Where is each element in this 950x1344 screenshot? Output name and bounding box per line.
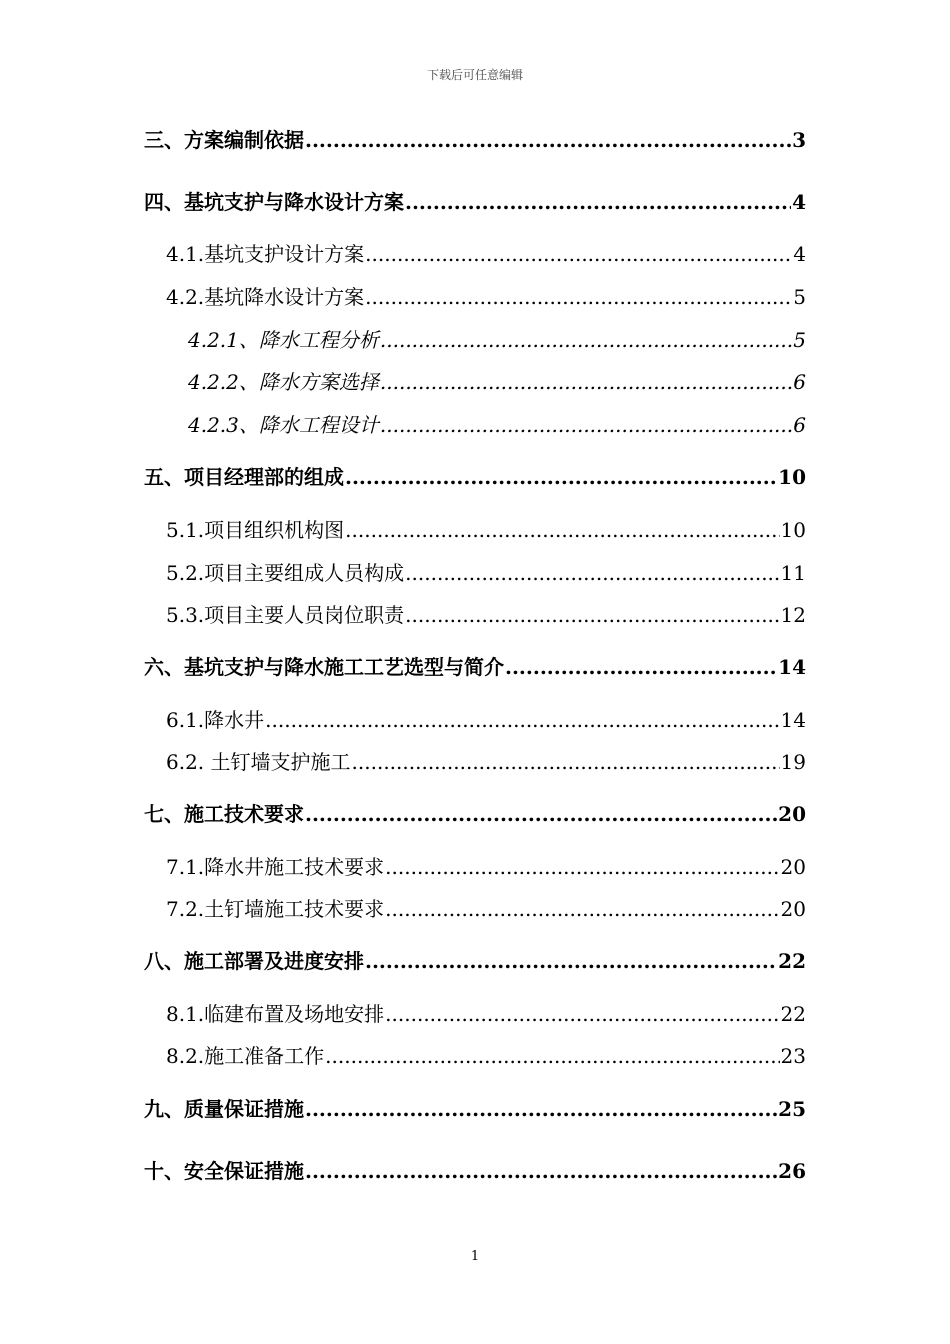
toc-entry-label: 4.2.2、降水方案选择 — [188, 370, 379, 394]
toc-entry[interactable] — [144, 1093, 806, 1122]
toc-entry-page: 3 — [792, 128, 806, 152]
toc-leader-dots — [505, 655, 777, 679]
toc-entry[interactable] — [166, 704, 806, 733]
toc-entry-page: 6 — [793, 370, 806, 394]
toc-leader-dots — [305, 1159, 777, 1183]
toc-leader-dots — [365, 242, 792, 266]
toc-leader-dots — [405, 561, 779, 585]
toc-entry-page: 6 — [793, 413, 806, 437]
toc-entry-label: 五、项目经理部的组成 — [144, 465, 344, 489]
toc-entry-page: 20 — [780, 855, 806, 879]
toc-entry[interactable] — [144, 798, 806, 827]
toc-entry-label: 4.2.3、降水工程设计 — [188, 413, 379, 437]
toc-entry-page: 14 — [778, 655, 806, 679]
toc-entry[interactable] — [166, 1040, 806, 1069]
toc-entry[interactable] — [144, 461, 806, 490]
toc-entry-page: 22 — [780, 1002, 806, 1026]
toc-entry[interactable] — [166, 746, 806, 775]
toc-entry-label: 六、基坑支护与降水施工工艺选型与简介 — [144, 655, 504, 679]
toc-entry-label: 九、质量保证措施 — [144, 1097, 304, 1121]
toc-leader-dots — [380, 328, 792, 352]
toc-entry-page: 14 — [780, 708, 806, 732]
toc-leader-dots — [380, 413, 792, 437]
toc-entry-label: 4.2.基坑降水设计方案 — [166, 285, 365, 309]
toc-entry-label: 5.2.项目主要组成人员构成 — [166, 561, 405, 585]
toc-leader-dots — [305, 128, 791, 152]
toc-entry-page: 4 — [793, 242, 806, 266]
toc-leader-dots — [345, 518, 779, 542]
toc-entry-label: 8.1.临建布置及场地安排 — [166, 1002, 385, 1026]
toc-entry[interactable] — [144, 651, 806, 680]
toc-leader-dots — [405, 190, 791, 214]
toc-entry[interactable] — [166, 514, 806, 543]
toc-leader-dots — [365, 949, 777, 973]
toc-leader-dots — [385, 897, 779, 921]
toc-entry-page: 4 — [792, 190, 806, 214]
toc-entry-page: 22 — [778, 949, 806, 973]
toc-leader-dots — [385, 855, 779, 879]
toc-entry-label: 7.1.降水井施工技术要求 — [166, 855, 385, 879]
toc-entry[interactable] — [166, 893, 806, 922]
toc-entry[interactable] — [144, 124, 806, 153]
toc-entry-label: 八、施工部署及进度安排 — [144, 949, 364, 973]
toc-entry[interactable] — [188, 409, 806, 438]
toc-entry-label: 七、施工技术要求 — [144, 802, 304, 826]
toc-entry-label: 5.3.项目主要人员岗位职责 — [166, 603, 405, 627]
toc-entry-label: 5.1.项目组织机构图 — [166, 518, 345, 542]
toc-entry-page: 10 — [780, 518, 806, 542]
toc-entry-label: 十、安全保证措施 — [144, 1159, 304, 1183]
toc-entry-label: 三、方案编制依据 — [144, 128, 304, 152]
toc-entry-label: 4.2.1、降水工程分析 — [188, 328, 379, 352]
page-header: 下载后可任意编辑 — [426, 68, 523, 82]
toc-entry-page: 23 — [780, 1044, 806, 1068]
toc-entry-label: 四、基坑支护与降水设计方案 — [144, 190, 404, 214]
toc-entry-page: 10 — [778, 465, 806, 489]
toc-leader-dots — [325, 1044, 779, 1068]
toc-entry-page: 5 — [793, 328, 806, 352]
toc-entry-label: 4.1.基坑支护设计方案 — [166, 242, 365, 266]
toc-leader-dots — [365, 285, 792, 309]
toc-entry[interactable] — [144, 1155, 806, 1184]
toc-entry-label: 6.2. 土钉墙支护施工 — [166, 750, 351, 774]
toc-entry-label: 7.2.土钉墙施工技术要求 — [166, 897, 385, 921]
toc-leader-dots — [352, 750, 780, 774]
toc-entry[interactable] — [166, 998, 806, 1027]
toc-leader-dots — [265, 708, 779, 732]
page-number: 1 — [470, 1249, 480, 1264]
toc-entry[interactable] — [144, 945, 806, 974]
toc-entry[interactable] — [166, 599, 806, 628]
toc-leader-dots — [380, 370, 792, 394]
toc-leader-dots — [405, 603, 779, 627]
toc-entry-page: 5 — [793, 285, 806, 309]
toc-leader-dots — [305, 1097, 777, 1121]
toc-entry[interactable] — [188, 324, 806, 353]
toc-entry-label: 8.2.施工准备工作 — [166, 1044, 325, 1068]
toc-entry-page: 12 — [780, 603, 806, 627]
toc-entry[interactable] — [166, 238, 806, 267]
toc-entry[interactable] — [166, 851, 806, 880]
toc-leader-dots — [345, 465, 777, 489]
toc-leader-dots — [305, 802, 777, 826]
toc-entry[interactable] — [144, 186, 806, 215]
toc-entry[interactable] — [166, 557, 806, 586]
toc-entry[interactable] — [188, 366, 806, 395]
toc-entry-page: 19 — [780, 750, 806, 774]
toc-entry-label: 6.1.降水井 — [166, 708, 265, 732]
toc-entry-page: 11 — [780, 561, 806, 585]
toc-entry[interactable] — [166, 281, 806, 310]
toc-entry-page: 26 — [778, 1159, 806, 1183]
toc-entry-page: 25 — [778, 1097, 806, 1121]
toc-entry-page: 20 — [778, 802, 806, 826]
toc-leader-dots — [385, 1002, 779, 1026]
toc-entry-page: 20 — [780, 897, 806, 921]
